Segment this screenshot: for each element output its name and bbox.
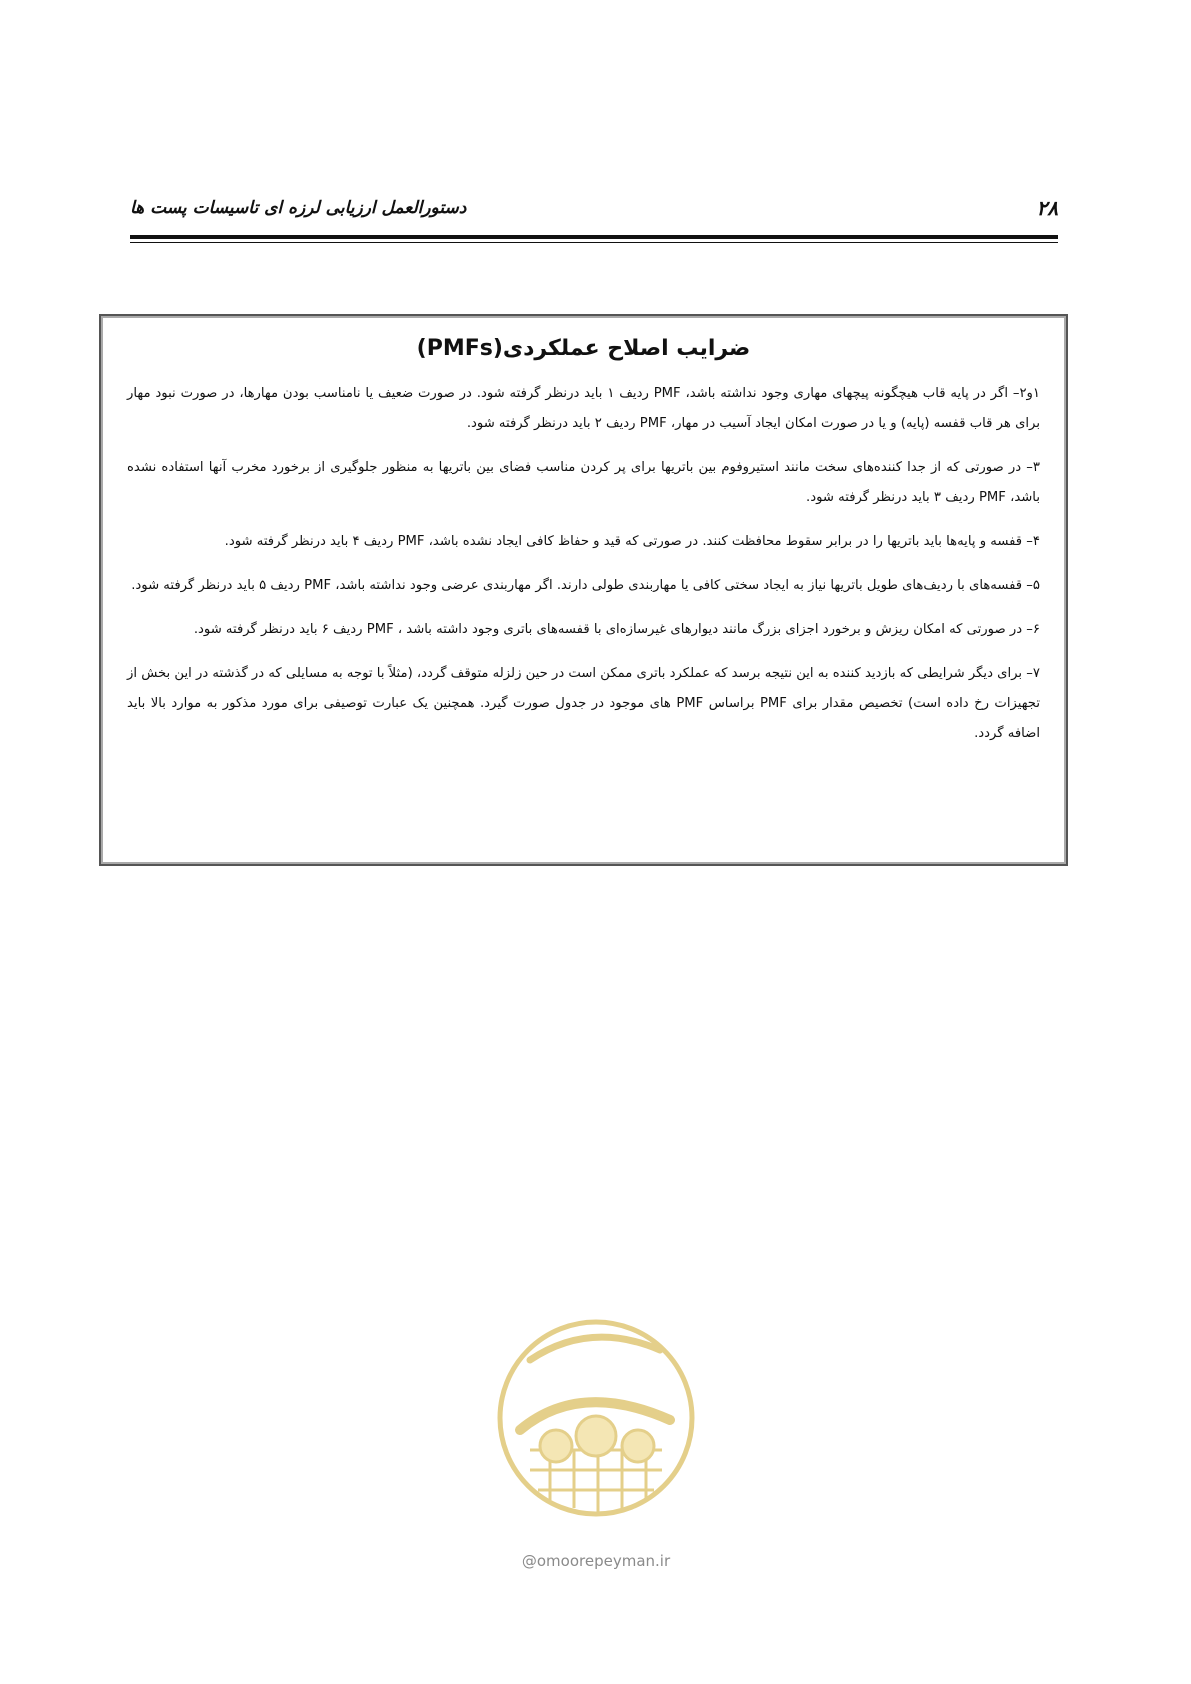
paragraph-6: ۶– در صورتی که امکان ریزش و برخورد اجزای بزرگ مانند دیوارهای غیرسازه‌ای با قفسه‌های باتری وجود داشته باشد ، PMF ردیف ۶ باید درنظر گرفته شود. [193, 622, 1040, 637]
paragraph-3: ۳– در صورتی که از جدا کننده‌های سخت مانند استیروفوم بین باتریها برای پر کردن مناسب فضای بین باتریها به منظور جلوگیری از برخورد مخرب آنها استفاده نشده باشد، PMF ردیف ۳ باید درنظر گرفته شود. [127, 460, 1040, 505]
page-header [130, 196, 1058, 236]
watermark-logo [490, 1300, 702, 1560]
box-title: ضرایب اصلاح عملکردی(PMFs) [416, 336, 751, 361]
paragraph-1-2: ۱و۲– اگر در پایه قاب هیچگونه پیچهای مهاری وجود نداشته باشد، PMF ردیف ۱ باید درنظر گرفته شود. در صورت ضعیف یا نامناسب بودن مهارها، در صورت نبود مهار برای هر قاب قفسه (پایه) و یا در صورت امکان ایجاد آسیب در مهار، PMF ردیف ۲ باید درنظر گرفته شود. [127, 386, 1040, 431]
running-title: دستورالعمل ارزیابی لرزه ای تاسیسات پست ها [130, 198, 467, 218]
header-rule-thin [130, 242, 1058, 243]
paragraph-7: ۷– برای دیگر شرایطی که بازدید کننده به این نتیجه برسد که عملکرد باتری ممکن است در حین زلزله متوقف گردد، (مثلاً با توجه به مسایلی که در گذشته در این بخش از تجهیزات رخ داده است) تخصیص مقدار برای PMF براساس PMF های موجود در جدول صورت گیرد. همچنین یک عبارت توصیفی برای مورد مذکور به موارد بالا باید اضافه گردد. [127, 666, 1040, 741]
header-rule-thick [130, 235, 1058, 239]
paragraph-4: ۴– قفسه و پایه‌ها باید باتریها را در برابر سقوط محافظت کنند. در صورتی که قید و حفاظ کافی ایجاد نشده باشد، PMF ردیف ۴ باید درنظر گرفته شود. [224, 534, 1040, 549]
pmf-box [99, 314, 1068, 866]
watermark-site: @omoorepeyman.ir [521, 1552, 671, 1570]
paragraph-5: ۵– قفسه‌های با ردیف‌های طویل باتریها نیاز به ایجاد سختی کافی یا مهاربندی طولی دارند. اگر مهاربندی عرضی وجود نداشته باشد، PMF ردیف ۵ باید درنظر گرفته شود. [131, 578, 1040, 593]
paragraph-list [101, 361, 1066, 749]
page-number: ۲۸ [1036, 196, 1058, 220]
